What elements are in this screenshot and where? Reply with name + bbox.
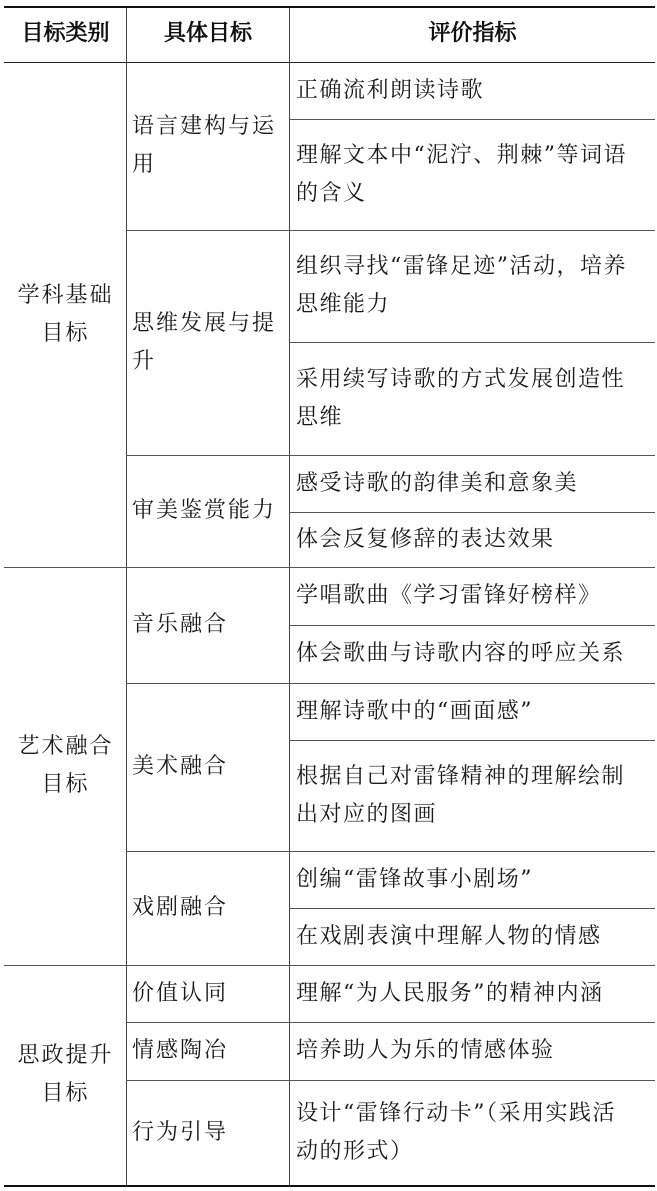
indicator-text: 设计“雷锋行动卡”（采用实践活 [296, 1101, 616, 1126]
subgoal-divider [126, 851, 655, 852]
indicator-text: 体会反复修辞的表达效果 [296, 527, 555, 552]
subgoal-label: 审美鉴赏能力 [132, 498, 277, 523]
subgoal-label: 升 [132, 349, 157, 374]
category-label: 目标 [41, 1081, 90, 1106]
indicator-text: 的含义 [296, 181, 367, 206]
subgoal-divider [126, 1022, 655, 1023]
group-divider [4, 567, 655, 568]
subgoal-divider [126, 455, 655, 456]
header-indicator: 评价指标 [428, 21, 517, 46]
indicator-divider [289, 119, 655, 120]
indicator-text: 思维能力 [296, 292, 391, 317]
indicator-divider [289, 512, 655, 513]
subgoal-divider [126, 1080, 655, 1081]
indicator-text: 动的形式） [296, 1139, 414, 1164]
indicator-divider [289, 740, 655, 741]
category-label: 学科基础 [17, 283, 114, 308]
indicator-text: 创编“雷锋故事小剧场” [296, 867, 533, 892]
indicator-text: 在戏剧表演中理解人物的情感 [296, 924, 602, 949]
indicator-text: 理解“为人民服务”的精神内涵 [296, 981, 604, 1006]
indicator-text: 采用续写诗歌的方式发展创造性 [296, 367, 626, 392]
column-divider [126, 8, 127, 1185]
subgoal-label: 价值认同 [132, 981, 229, 1006]
indicator-divider [289, 625, 655, 626]
indicator-text: 组织寻找“雷锋足迹”活动，培养 [296, 254, 627, 279]
subgoal-label: 思维发展与提 [132, 311, 277, 336]
indicator-text: 正确流利朗读诗歌 [296, 78, 485, 103]
subgoal-label: 美术融合 [132, 754, 229, 779]
header-category: 目标类别 [21, 21, 110, 46]
indicator-text: 体会歌曲与诗歌内容的呼应关系 [296, 641, 626, 666]
indicator-text: 思维 [296, 405, 344, 430]
indicator-text: 根据自己对雷锋精神的理解绘制 [296, 764, 626, 789]
category-label: 艺术融合 [17, 734, 114, 759]
subgoal-label: 语言建构与运 [132, 114, 277, 139]
indicator-text: 培养助人为乐的情感体验 [296, 1038, 555, 1063]
indicator-text: 学唱歌曲《学习雷锋好榜样》 [296, 583, 602, 608]
category-label: 目标 [41, 321, 90, 346]
header-subgoal: 具体目标 [163, 21, 252, 46]
subgoal-divider [126, 683, 655, 684]
subgoal-label: 戏剧融合 [132, 895, 229, 920]
subgoal-label: 情感陶冶 [132, 1038, 229, 1063]
subgoal-divider [126, 230, 655, 231]
category-label: 思政提升 [17, 1043, 114, 1068]
indicator-divider [289, 342, 655, 343]
indicator-text: 感受诗歌的韵律美和意象美 [296, 471, 579, 496]
subgoal-label: 行为引导 [132, 1120, 229, 1145]
indicator-text: 出对应的图画 [296, 802, 438, 827]
subgoal-label: 用 [132, 152, 157, 177]
indicator-text: 理解文本中“泥泞、荆棘”等词语 [296, 143, 627, 168]
indicator-text: 理解诗歌中的“画面感” [296, 699, 533, 724]
indicator-divider [289, 908, 655, 909]
category-label: 目标 [41, 772, 90, 797]
subgoal-label: 音乐融合 [132, 612, 229, 637]
group-divider [4, 965, 655, 966]
header-divider [4, 62, 655, 63]
